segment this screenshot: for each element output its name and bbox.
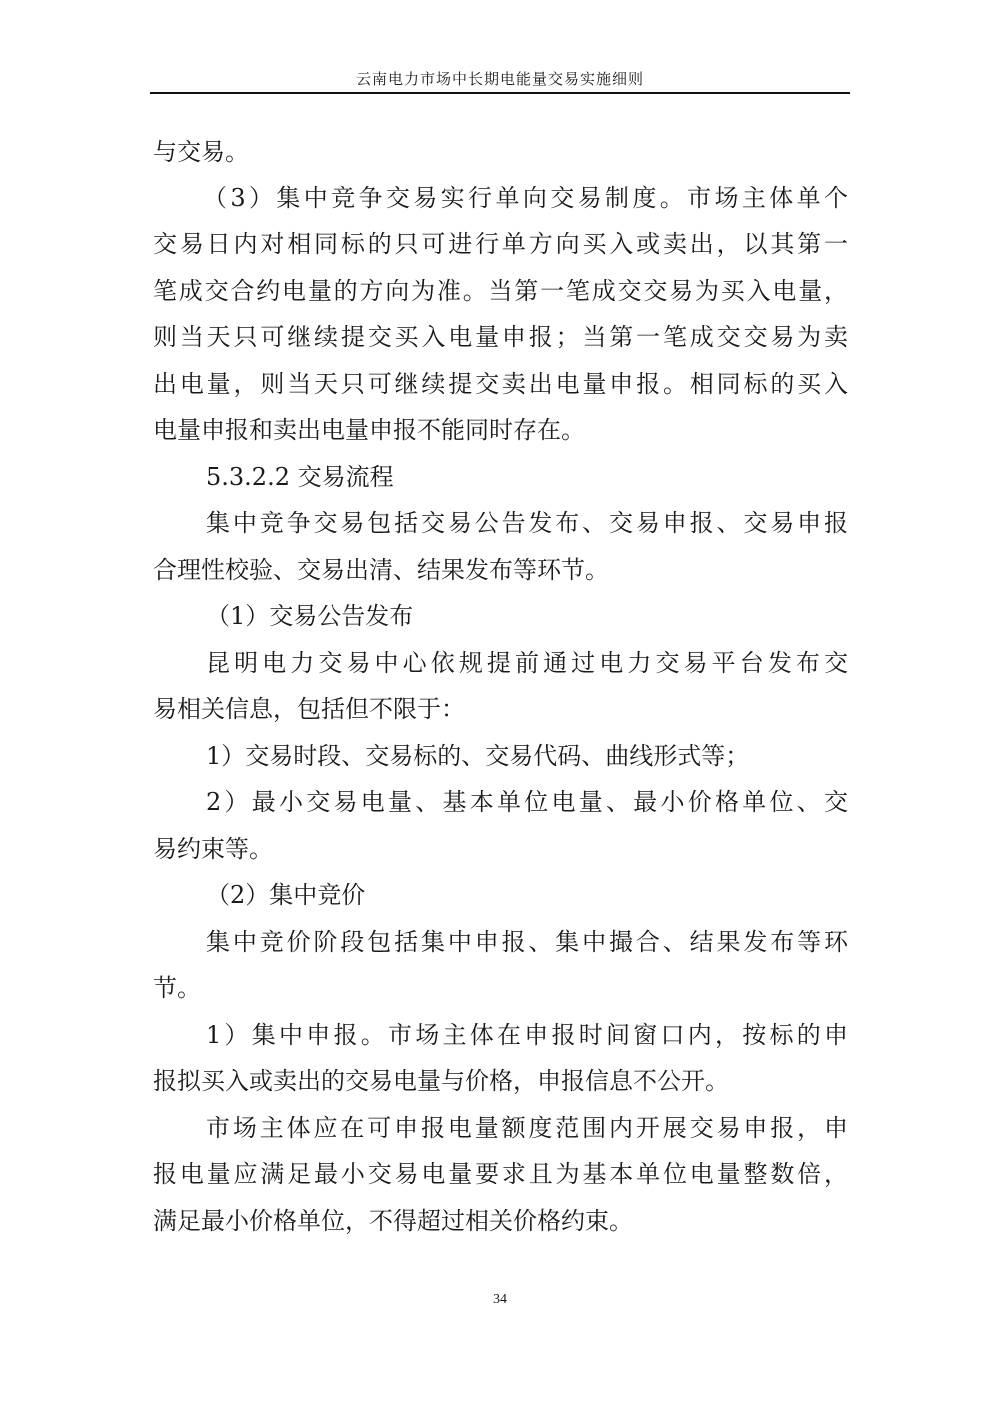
body-line: 易相关信息，包括但不限于：: [153, 695, 465, 723]
list-item: 1）交易时段、交易标的、交易代码、曲线形式等；: [206, 742, 750, 770]
body-line: 节。: [153, 974, 201, 1002]
body-line: 交易日内对相同标的只可进行单方向买入或卖出，以其第一: [153, 230, 848, 258]
body-line: 满足最小价格单位，不得超过相关价格约束。: [153, 1207, 633, 1235]
body-line: 集中竞争交易包括交易公告发布、交易申报、交易申报: [206, 509, 848, 537]
running-header: 云南电力市场中长期电能量交易实施细则: [355, 70, 644, 88]
list-item: 2）最小交易电量、基本单位电量、最小价格单位、交: [206, 788, 848, 816]
list-item: 1）集中申报。市场主体在申报时间窗口内，按标的申: [206, 1021, 848, 1049]
body-line: 昆明电力交易中心依规提前通过电力交易平台发布交: [206, 649, 848, 677]
body-line: 笔成交合约电量的方向为准。当第一笔成交交易为买入电量，: [153, 277, 848, 305]
body-line: 电量申报和卖出电量申报不能同时存在。: [153, 416, 585, 444]
body-line: 市场主体应在可申报电量额度范围内开展交易申报，申: [206, 1114, 848, 1142]
body-line: 集中竞价阶段包括集中申报、集中撮合、结果发布等环: [206, 928, 848, 956]
subheading: （1）交易公告发布: [206, 602, 414, 630]
body-line: （3）集中竞争交易实行单向交易制度。市场主体单个: [203, 184, 848, 212]
page-number: 34: [493, 1292, 507, 1307]
body-line: 则当天只可继续提交买入电量申报；当第一笔成交交易为卖: [153, 323, 848, 351]
body-line: 出电量，则当天只可继续提交卖出电量申报。相同标的买入: [153, 370, 848, 398]
section-heading: 5.3.2.2 交易流程: [206, 463, 394, 491]
body-line: 合理性校验、交易出清、结果发布等环节。: [153, 556, 609, 584]
body-line: 易约束等。: [153, 835, 273, 863]
body-line: 报电量应满足最小交易电量要求且为基本单位电量整数倍，: [153, 1160, 848, 1188]
subheading: （2）集中竞价: [206, 881, 366, 909]
header-rule: [150, 92, 850, 94]
body-line: 与交易。: [153, 138, 249, 166]
body-line: 报拟买入或卖出的交易电量与价格，申报信息不公开。: [153, 1067, 729, 1095]
